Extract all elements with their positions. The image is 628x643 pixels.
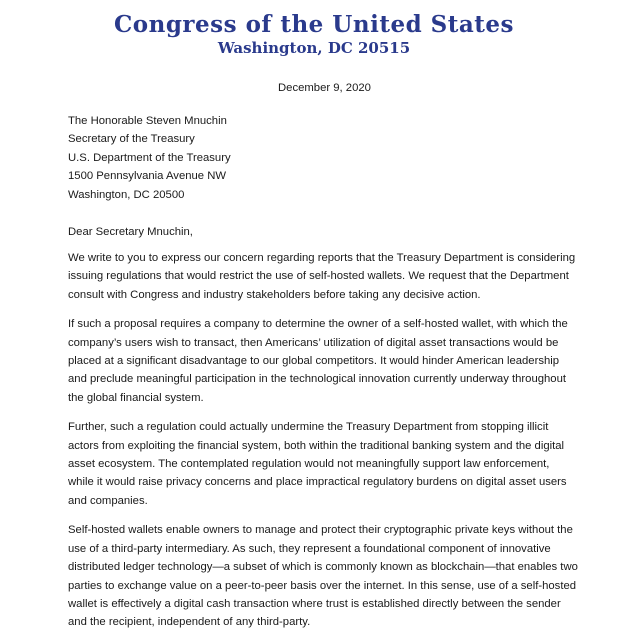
letterhead-location: Washington, DC 20515 (217, 39, 411, 57)
paragraph: We write to you to express our concern regarding reports that the Treasury Department is considering issuing regulations that would restrict the use of self-hosted wallets. We request that the Department consult with Congress and industry stakeholders before taking any decisive action. (68, 252, 576, 301)
recipient-department: U.S. Department of the Treasury (68, 151, 231, 164)
letterhead (0, 12, 628, 57)
paragraph: Further, such a regulation could actually undermine the Treasury Department from stopping illicit actors from exploiting the financial system, both within the traditional banking system and the digital asset ecosystem. The contemplated regulation would not meaningfully support law enforcement, while it would raise privacy concerns and place impractical regulatory burdens on digital asset users and companies. (68, 421, 567, 507)
salutation: Dear Secretary Mnuchin, (68, 226, 193, 238)
recipient-address (68, 112, 231, 204)
letter-body (68, 249, 578, 643)
letter-date: December 9, 2020 (278, 82, 371, 94)
paragraph: If such a proposal requires a company to determine the owner of a self-hosted wallet, with which the company’s users wish to transact, then Americans’ utilization of digital asset transactions would be placed at a significant disadvantage to our global competitors. It would hinder American leadership and preclude meaningful participation in the technological innovation currently underway throughout the global financial system. (68, 318, 568, 404)
recipient-city: Washington, DC 20500 (68, 188, 185, 201)
letterhead-title: Congress of the United States (113, 11, 515, 38)
paragraph: Self-hosted wallets enable owners to manage and protect their cryptographic private keys without the use of a third-party intermediary. As such, they represent a foundational component of innovative distributed ledger technology—a subset of which is commonly known as blockchain—that enables two parties to exchange value on a peer-to-peer basis over the internet. In this sense, use of a self-hosted wallet is effectively a digital cash transaction where trust is established directly between the sender and the recipient, independent of any third-party. (68, 524, 578, 629)
recipient-name: The Honorable Steven Mnuchin (68, 115, 227, 127)
recipient-street: 1500 Pennsylvania Avenue NW (68, 170, 227, 183)
recipient-position: Secretary of the Treasury (68, 133, 195, 146)
